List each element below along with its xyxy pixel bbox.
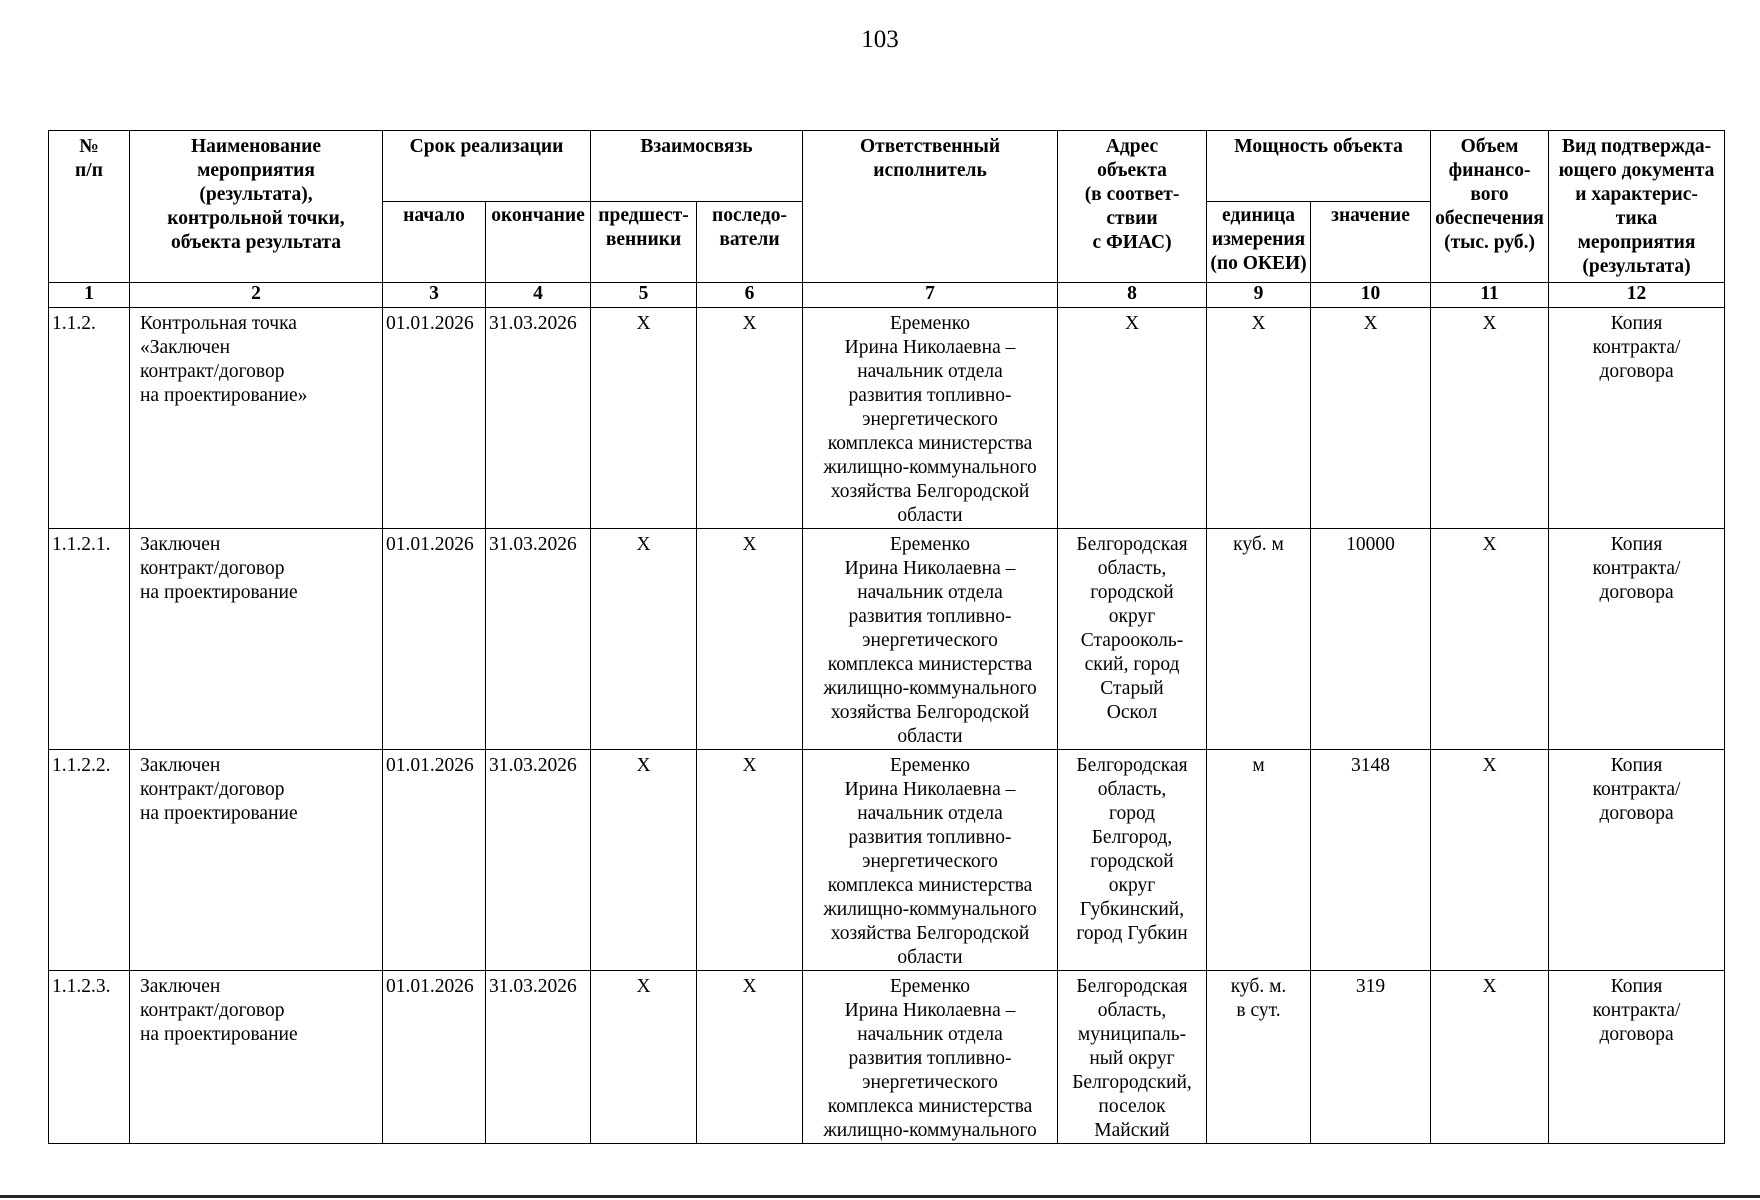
cell-num: 1.1.2.3. xyxy=(49,971,130,1144)
column-number: 12 xyxy=(1549,283,1725,308)
cell-start: 01.01.2026 xyxy=(383,308,486,529)
text-line: поселок xyxy=(1098,1096,1166,1117)
text-line: договора xyxy=(1599,361,1674,382)
table-row xyxy=(49,308,1725,529)
cell-finance: Х xyxy=(1431,971,1549,1144)
header-num xyxy=(49,131,130,283)
text-line: ный округ xyxy=(1089,1048,1175,1069)
text-line: хозяйства Белгородской xyxy=(830,923,1030,944)
text-line: Ирина Николаевна – xyxy=(844,558,1016,579)
cell-finance: Х xyxy=(1431,750,1549,971)
text-line: округ xyxy=(1108,606,1156,627)
text-line: ватели xyxy=(719,229,780,250)
header-responsible xyxy=(803,131,1058,283)
cell-doc xyxy=(1549,971,1725,1144)
text-line: куб. м. xyxy=(1230,976,1287,997)
cell-doc xyxy=(1549,529,1725,750)
text-line: Белгородская xyxy=(1076,755,1188,776)
text-line: развития топливно- xyxy=(848,1048,1012,1069)
text-line: Губкинский, xyxy=(1079,899,1185,920)
text-line: Ирина Николаевна – xyxy=(844,337,1016,358)
text-line: жилищно-коммунального xyxy=(823,678,1037,699)
text-line: контракт/договор xyxy=(140,1000,285,1021)
cell-next: Х xyxy=(697,308,803,529)
header-link: Взаимосвязь xyxy=(591,131,803,202)
text-line: Х xyxy=(1124,313,1140,334)
text-line: комплекса министерства xyxy=(827,875,1033,896)
column-number: 7 xyxy=(803,283,1058,308)
header-name xyxy=(130,131,383,283)
cell-next: Х xyxy=(697,750,803,971)
cell-address xyxy=(1058,750,1207,971)
text-line: Белгородская xyxy=(1076,976,1188,997)
text-line: ствии xyxy=(1106,208,1158,229)
cell-num: 1.1.2.2. xyxy=(49,750,130,971)
cell-value: 319 xyxy=(1311,971,1431,1144)
header-capacity-unit xyxy=(1207,202,1311,283)
text-line: мероприятия xyxy=(1577,232,1696,253)
text-line: (по ОКЕИ) xyxy=(1210,253,1307,274)
column-number: 6 xyxy=(697,283,803,308)
header-capacity-value: значение xyxy=(1311,202,1431,283)
text-line: городской xyxy=(1090,851,1174,872)
text-line: Еременко xyxy=(890,534,970,555)
text-line: финансо- xyxy=(1448,160,1531,181)
header-link-prev xyxy=(591,202,697,283)
cell-address xyxy=(1058,971,1207,1144)
text-line: предшест- xyxy=(598,205,689,226)
text-line: хозяйства Белгородской xyxy=(830,702,1030,723)
text-line: Старооколь- xyxy=(1080,630,1184,651)
column-number: 5 xyxy=(591,283,697,308)
text-line: контрольной точки, xyxy=(167,208,345,229)
column-number: 11 xyxy=(1431,283,1549,308)
text-line: измерения xyxy=(1211,229,1306,250)
text-line: Заключен xyxy=(140,976,221,997)
text-line: Контрольная точка xyxy=(140,313,297,334)
text-line: договора xyxy=(1599,1024,1674,1045)
cell-name xyxy=(130,308,383,529)
column-number: 2 xyxy=(130,283,383,308)
text-line: на проектирование xyxy=(140,582,298,603)
text-line: тика xyxy=(1615,208,1658,229)
text-line: Заключен xyxy=(140,534,221,555)
text-line: контракта/ xyxy=(1592,558,1681,579)
text-line: Наименование xyxy=(191,136,321,157)
column-number: 1 xyxy=(49,283,130,308)
text-line: мероприятия xyxy=(197,160,315,181)
text-line: Майский xyxy=(1094,1120,1170,1141)
header-link-next xyxy=(697,202,803,283)
text-line: объекта результата xyxy=(170,232,342,253)
cell-start: 01.01.2026 xyxy=(383,750,486,971)
text-line: ющего документа xyxy=(1558,160,1715,181)
text-line: Старый xyxy=(1100,678,1164,699)
cell-end: 31.03.2026 xyxy=(486,750,591,971)
text-line: куб. м xyxy=(1233,534,1284,555)
cell-value: 3148 xyxy=(1311,750,1431,971)
text-line: жилищно-коммунального xyxy=(823,1120,1037,1141)
text-line: Белгород, xyxy=(1091,827,1173,848)
cell-name xyxy=(130,750,383,971)
text-line: начальник отдела xyxy=(857,582,1003,603)
text-line: Ирина Николаевна – xyxy=(844,1000,1016,1021)
cell-doc xyxy=(1549,308,1725,529)
text-line: комплекса министерства xyxy=(827,1096,1033,1117)
cell-responsible xyxy=(803,308,1058,529)
header-term-end: окончание xyxy=(486,202,591,283)
cell-responsible xyxy=(803,971,1058,1144)
text-line: с ФИАС) xyxy=(1092,232,1172,253)
text-line: город Губкин xyxy=(1076,923,1188,944)
text-line: область, xyxy=(1097,779,1167,800)
header-term: Срок реализации xyxy=(383,131,591,202)
cell-next: Х xyxy=(697,971,803,1144)
text-line: Вид подтвержда- xyxy=(1561,136,1712,157)
text-line: области xyxy=(897,947,963,968)
text-line: на проектирование» xyxy=(140,385,308,406)
column-number: 9 xyxy=(1207,283,1311,308)
text-line: Еременко xyxy=(890,313,970,334)
text-line: Белгородская xyxy=(1076,534,1188,555)
cell-responsible xyxy=(803,529,1058,750)
text-line: Оскол xyxy=(1106,702,1158,723)
text-line: контракт/договор xyxy=(140,779,285,800)
text-line: развития топливно- xyxy=(848,606,1012,627)
text-line: комплекса министерства xyxy=(827,654,1033,675)
cell-end: 31.03.2026 xyxy=(486,529,591,750)
header-capacity: Мощность объекта xyxy=(1207,131,1431,202)
text-line: комплекса министерства xyxy=(827,433,1033,454)
cell-unit xyxy=(1207,971,1311,1144)
cell-unit xyxy=(1207,750,1311,971)
header-doc xyxy=(1549,131,1725,283)
cell-num: 1.1.2.1. xyxy=(49,529,130,750)
text-line: жилищно-коммунального xyxy=(823,899,1037,920)
text-line: Еременко xyxy=(890,755,970,776)
column-number: 10 xyxy=(1311,283,1431,308)
text-line: начальник отдела xyxy=(857,361,1003,382)
text-line: энергетического xyxy=(862,1072,998,1093)
text-line: контракта/ xyxy=(1592,337,1681,358)
cell-unit xyxy=(1207,308,1311,529)
cell-finance: Х xyxy=(1431,529,1549,750)
plan-table xyxy=(48,130,1725,1144)
text-line: область, xyxy=(1097,1000,1167,1021)
text-line: ский, город xyxy=(1084,654,1180,675)
text-line: округ xyxy=(1108,875,1156,896)
text-line: договора xyxy=(1599,582,1674,603)
table-row xyxy=(49,529,1725,750)
text-line: (тыс. руб.) xyxy=(1444,232,1535,253)
header-address xyxy=(1058,131,1207,283)
text-line: Адрес xyxy=(1105,136,1159,157)
text-line: начальник отдела xyxy=(857,1024,1003,1045)
text-line: (результата) xyxy=(1582,256,1691,277)
text-line: на проектирование xyxy=(140,1024,298,1045)
text-line: Белгородский, xyxy=(1072,1072,1192,1093)
text-line: развития топливно- xyxy=(848,827,1012,848)
cell-finance: Х xyxy=(1431,308,1549,529)
cell-address xyxy=(1058,529,1207,750)
bottom-rule xyxy=(0,1195,1760,1198)
text-line: контракт/договор xyxy=(140,361,285,382)
header-term-start: начало xyxy=(383,202,486,283)
text-line: жилищно-коммунального xyxy=(823,457,1037,478)
text-line: Копия xyxy=(1610,313,1663,334)
page-number: 103 xyxy=(861,26,899,53)
text-line: Заключен xyxy=(140,755,221,776)
cell-num: 1.1.2. xyxy=(49,308,130,529)
text-line: вого xyxy=(1470,184,1509,205)
text-line: Х xyxy=(1251,313,1266,334)
cell-start: 01.01.2026 xyxy=(383,529,486,750)
text-line: Объем xyxy=(1460,136,1519,157)
text-line: городской xyxy=(1090,582,1174,603)
text-line: Ирина Николаевна – xyxy=(844,779,1016,800)
cell-prev: Х xyxy=(591,750,697,971)
header-finance xyxy=(1431,131,1549,283)
cell-prev: Х xyxy=(591,529,697,750)
text-line: и характерис- xyxy=(1575,184,1698,205)
text-line: Копия xyxy=(1610,755,1663,776)
text-line: энергетического xyxy=(862,630,998,651)
text-line: Еременко xyxy=(890,976,970,997)
cell-next: Х xyxy=(697,529,803,750)
text-line: энергетического xyxy=(862,851,998,872)
cell-end: 31.03.2026 xyxy=(486,971,591,1144)
column-number: 8 xyxy=(1058,283,1207,308)
text-line: последо- xyxy=(711,205,788,226)
text-line: «Заключен xyxy=(140,337,231,358)
text-line: муниципаль- xyxy=(1077,1024,1187,1045)
text-line: области xyxy=(897,505,963,526)
text-line: № xyxy=(79,136,99,157)
text-line: области xyxy=(897,726,963,747)
text-line: энергетического xyxy=(862,409,998,430)
text-line: договора xyxy=(1599,803,1674,824)
text-line: начальник отдела xyxy=(857,803,1003,824)
text-line: контракта/ xyxy=(1592,1000,1681,1021)
cell-doc xyxy=(1549,750,1725,971)
cell-unit xyxy=(1207,529,1311,750)
text-line: контракт/договор xyxy=(140,558,285,579)
text-line: венники xyxy=(605,229,682,250)
cell-name xyxy=(130,971,383,1144)
cell-start: 01.01.2026 xyxy=(383,971,486,1144)
cell-address xyxy=(1058,308,1207,529)
table-row xyxy=(49,750,1725,971)
text-line: развития топливно- xyxy=(848,385,1012,406)
column-number: 3 xyxy=(383,283,486,308)
cell-name xyxy=(130,529,383,750)
cell-responsible xyxy=(803,750,1058,971)
text-line: объекта xyxy=(1097,160,1167,181)
text-line: обеспечения xyxy=(1435,208,1544,229)
cell-value: 10000 xyxy=(1311,529,1431,750)
cell-value: Х xyxy=(1311,308,1431,529)
text-line: хозяйства Белгородской xyxy=(830,481,1030,502)
text-line: м xyxy=(1252,755,1265,776)
text-line: Ответственный xyxy=(859,136,1001,157)
text-line: единица xyxy=(1222,205,1295,226)
text-line: (в соответ- xyxy=(1084,184,1180,205)
text-line: Копия xyxy=(1610,976,1663,997)
cell-prev: Х xyxy=(591,308,697,529)
text-line: контракта/ xyxy=(1592,779,1681,800)
text-line: на проектирование xyxy=(140,803,298,824)
text-line: в сут. xyxy=(1236,1000,1281,1021)
text-line: область, xyxy=(1097,558,1167,579)
text-line: (результата), xyxy=(199,184,313,205)
text-line: Копия xyxy=(1610,534,1663,555)
cell-end: 31.03.2026 xyxy=(486,308,591,529)
cell-prev: Х xyxy=(591,971,697,1144)
text-line: исполнитель xyxy=(873,160,987,181)
text-line: город xyxy=(1108,803,1156,824)
column-number: 4 xyxy=(486,283,591,308)
text-line: п/п xyxy=(75,160,103,181)
table-row xyxy=(49,971,1725,1144)
